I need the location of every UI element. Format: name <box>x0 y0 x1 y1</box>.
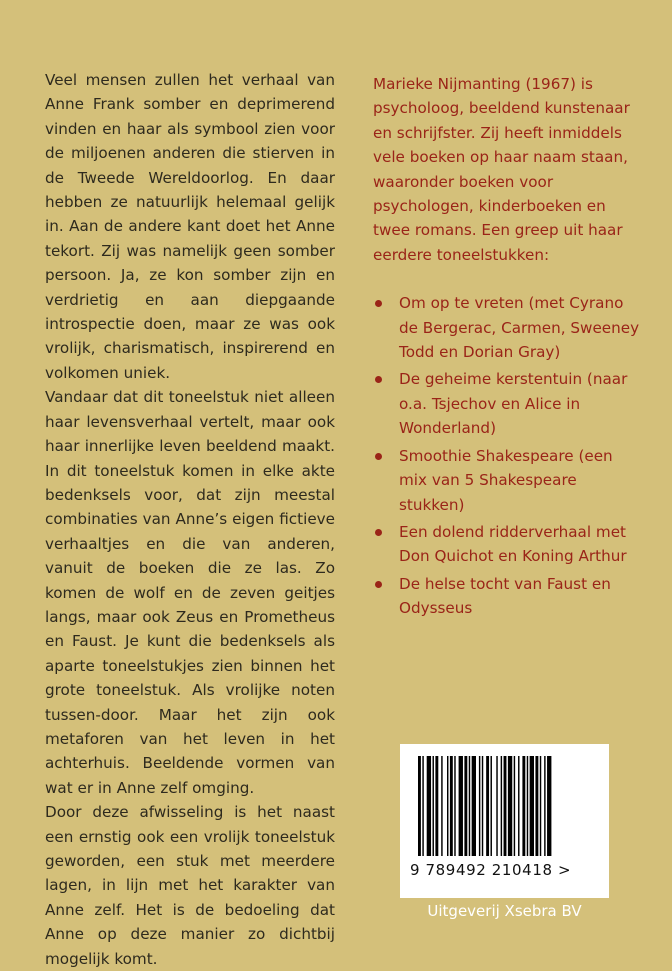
barcode-bars <box>418 756 592 856</box>
work-title: De geheime kerstentuin (naar o.a. Tsjechov en Alice in Wonderland) <box>399 370 628 438</box>
barcode-bar <box>441 756 442 856</box>
barcode-bar <box>547 756 551 856</box>
barcode-bar <box>433 756 434 856</box>
works-list-item <box>373 520 641 569</box>
description-paragraph-1: Veel mensen zullen het verhaal van Anne Frank somber en deprimerend vinden en haar als symbool zien voor de miljoenen anderen die stierven in de Tweede Wereldoorlog. En daar hebben ze natuurlijk helemaal gelijk in. Aan de andere kant doet het Anne tekort. Zij was namelijk geen somber persoon. Ja, ze kon somber zijn en verdrietig en aan diepgaande introspectie doen, maar ze was ook vrolijk, charismatisch, inspirerend en volkomen uniek. <box>45 71 335 382</box>
work-title: De helse tocht van Faust en Odysseus <box>399 574 611 618</box>
barcode-bar <box>459 756 463 856</box>
barcode-bar <box>518 756 519 856</box>
barcode-bar <box>418 756 421 856</box>
barcode-bar <box>450 756 453 856</box>
barcode-bar <box>530 756 534 856</box>
works-list-item <box>373 291 641 364</box>
author-column <box>373 72 641 621</box>
isbn-barcode <box>400 744 609 898</box>
barcode-bar <box>535 756 538 856</box>
author-bio: Marieke Nijmanting (1967) is psycholoog, beeldend kunstenaar en schrijfster. Zij heeft inmiddels vele boeken op haar naam staan, waaronder boeken voor psychologen, kinderboeken en twee romans. Een greep uit haar eerdere toneelstukken: <box>373 75 630 264</box>
barcode-bar <box>514 756 515 856</box>
work-title: Smoothie Shakespeare (een mix van 5 Shakespeare stukken) <box>399 446 613 514</box>
work-title: Om op te vreten (met Cyrano de Bergerac, Carmen, Sweeney Todd en Dorian Gray) <box>399 294 640 362</box>
work-title: Een dolend ridderverhaal met Don Quichot en Koning Arthur <box>399 522 627 566</box>
bullet-icon <box>375 453 382 460</box>
barcode-bar <box>491 756 492 856</box>
barcode-bar <box>544 756 545 856</box>
barcode-bar <box>464 756 467 856</box>
barcode-bar <box>496 756 497 856</box>
barcode-bar <box>508 756 512 856</box>
isbn-number: 9 789492 210418 > <box>410 861 572 879</box>
barcode-bar <box>501 756 502 856</box>
works-list-item <box>373 572 641 621</box>
works-list <box>373 291 641 620</box>
barcode-bar <box>540 756 541 856</box>
barcode-bar <box>479 756 480 856</box>
barcode-bar <box>435 756 438 856</box>
barcode-bar <box>504 756 507 856</box>
barcode-bar <box>486 756 489 856</box>
barcode-bar <box>522 756 525 856</box>
works-list-item <box>373 367 641 440</box>
barcode-bar <box>472 756 476 856</box>
bullet-icon <box>375 300 382 307</box>
description-paragraph-3: Door deze afwisseling is het naast een ernstig ook een vrolijk toneelstuk geworden, een stuk met meerdere lagen, in lijn met het karakter van Anne zelf. Het is de bedoeling dat Anne op deze manier zo dichtbij mogelijk komt. <box>45 803 335 968</box>
bullet-icon <box>375 529 382 536</box>
barcode-bar <box>422 756 423 856</box>
works-list-item <box>373 444 641 517</box>
barcode-bar <box>447 756 448 856</box>
bullet-icon <box>375 581 382 588</box>
description-column <box>45 68 335 971</box>
barcode-bar <box>527 756 528 856</box>
barcode-bar <box>482 756 483 856</box>
description-paragraph-2: Vandaar dat dit toneelstuk niet alleen haar levensverhaal vertelt, maar ook haar innerlijke leven beeldend maakt. In dit toneelstuk komen in elke akte bedenksels voor, dat zijn meestal combinaties van Anne’s eigen fictieve verhaaltjes en die van anderen, vanuit de boeken die ze las. Zo komen de wolf en de zeven geitjes langs, maar ook Zeus en Prometheus en Faust. Je kunt die bedenksels als aparte toneelstukjes zien binnen het grote toneelstuk. Als vrolijke noten tussen-door. Maar het zijn ook metaforen van het leven in het achterhuis. Beeldende vormen van wat er in Anne zelf omging. <box>45 388 335 797</box>
barcode-bar <box>469 756 470 856</box>
bullet-icon <box>375 376 382 383</box>
barcode-bar <box>454 756 455 856</box>
barcode-bar <box>427 756 431 856</box>
publisher-name: Uitgeverij Xsebra BV <box>427 902 582 920</box>
